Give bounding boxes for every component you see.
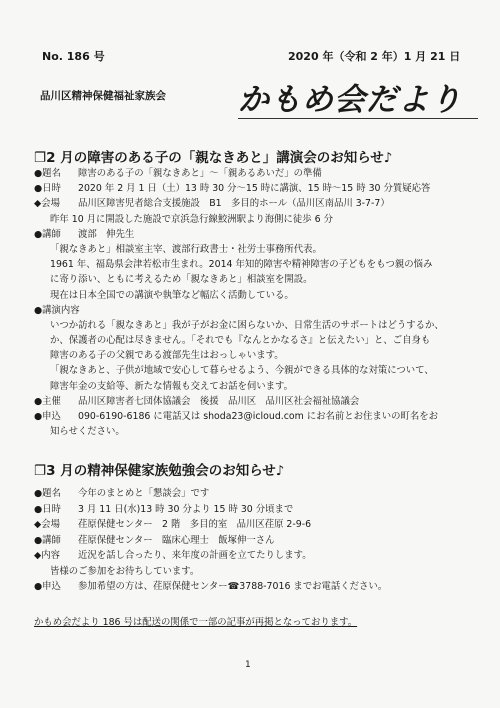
line-text: いつか訪れる「親なきあと」我が子がお金に困らないか、日常生活のサポートはどうするか、 <box>50 319 444 331</box>
body-line <box>34 227 444 242</box>
line-text: 今年のまとめと「懇談会」です <box>78 488 210 499</box>
masthead-underline <box>238 118 478 119</box>
line-label: ●申込 <box>34 411 61 422</box>
body-line <box>34 242 444 257</box>
line-text: 近況を話し合ったり、来年度の計画を立てたりします。 <box>78 550 312 561</box>
line-text: 3 月 11 日(水)13 時 30 分より 15 時 30 分頃まで <box>78 503 294 515</box>
body-line <box>34 409 444 424</box>
body-line <box>34 196 444 211</box>
line-text: に寄り添い、ともに考えるため「親なきあと」相談室を開設。 <box>50 274 313 286</box>
body-line <box>34 288 444 303</box>
organization-name: 品川区精神保健福祉家族会 <box>40 90 166 102</box>
line-text: 「親なきあと」相談室主宰、渡部行政書士・社労士事務所代表。 <box>50 243 322 255</box>
line-text: 障害のある子の「親なきあと」～「親あるあいだ」の準備 <box>78 168 322 179</box>
body-line <box>34 363 444 378</box>
body-line <box>34 379 444 394</box>
body-line <box>34 181 444 196</box>
body-line <box>34 517 387 533</box>
section-1-title: ❐2 月の障害のある子の「親なきあと」講演会のお知らせ♪ <box>34 150 393 166</box>
line-text: 知らせください。 <box>50 426 125 438</box>
line-text: 障害年金の支給等、新たな情報も交えてお話を伺います。 <box>50 380 294 392</box>
line-text: 品川区障害者七団体協議会 後援 品川区 品川区社会福祉協議会 <box>78 395 360 407</box>
line-label: ●申込 <box>34 581 61 592</box>
issue-number: No. 186 号 <box>42 50 105 63</box>
line-label: ◆会場 <box>34 198 60 210</box>
section-1-body <box>34 166 444 439</box>
body-line <box>34 318 444 333</box>
section-2-body <box>34 486 387 595</box>
body-line <box>34 564 387 580</box>
line-label: ●講師 <box>34 534 61 546</box>
body-line <box>34 486 387 502</box>
line-label: ●題名 <box>34 168 61 179</box>
masthead-title: かもめ会だより <box>238 82 462 118</box>
line-text: 2020 年 2 月 1 日（土）13 時 30 分～15 時に講演、15 時～15 時 30 分質疑応答 <box>78 183 431 195</box>
line-label: ◆会場 <box>34 519 60 530</box>
line-text: 渡部 伸先生 <box>78 228 135 240</box>
body-line <box>34 579 387 595</box>
line-label: ●日時 <box>34 503 61 515</box>
line-text: 荏原保健センター 臨床心理士 飯塚伸一さん <box>78 534 275 546</box>
body-line <box>34 257 444 272</box>
body-line <box>34 303 444 318</box>
line-text: 障害のある子の父親である渡部先生はおっしゃいます。 <box>50 350 284 362</box>
line-text: 「親なきあと、子供が地域で安心して暮らせるよう、今親ができる具体的な対策について、 <box>50 365 434 377</box>
line-text: 品川区障害児者総合支援施設 B1 多目的ホール（品川区南品川 3-7-7） <box>78 198 390 210</box>
section-2-title: ❐3 月の精神保健家族勉強会のお知らせ♪ <box>34 463 285 479</box>
line-text: 荏原保健センター 2 階 多目的室 品川区荏原 2-9-6 <box>78 519 312 530</box>
line-label: ●主催 <box>34 395 61 407</box>
line-text: 現在は日本全国での講演や執筆など幅広く活動している。 <box>50 289 294 301</box>
line-label: ●日時 <box>34 183 61 195</box>
body-line <box>34 548 387 564</box>
body-line <box>34 212 444 227</box>
line-text: 参加希望の方は、荏原保健センター☎3788-7016 までお電話ください。 <box>78 581 388 592</box>
body-line <box>34 166 444 181</box>
line-text: 1961 年、福島県会津若松市生まれ。2014 年知的障害や精神障害の子どもをもつ親の悩み <box>50 259 433 271</box>
line-label: ●講演内容 <box>34 304 80 316</box>
line-text: 皆様のご参加をお待ちしています。 <box>50 565 200 577</box>
footnote: かもめ会だより 186 号は配送の関係で一部の記事が再掲となっております。 <box>34 617 358 628</box>
issue-date: 2020 年（令和 2 年）1 月 21 日 <box>288 50 461 63</box>
line-text: 090-6190-6186 に電話又は shoda23@icloud.com にお名前とお住まいの町名をお <box>78 411 439 422</box>
page-number: 1 <box>245 660 251 670</box>
body-line <box>34 424 444 439</box>
body-line <box>34 394 444 409</box>
body-line <box>34 348 444 363</box>
body-line <box>34 533 387 549</box>
line-label: ●講師 <box>34 228 61 240</box>
line-label: ●題名 <box>34 488 61 499</box>
body-line <box>34 502 387 518</box>
body-line <box>34 272 444 287</box>
line-text: か、保護者の心配は尽きません。「それでも『なんとかなるさ』と伝えたい」と、ご自身も <box>50 335 431 347</box>
line-text: 昨年 10 月に開設した施設で京浜急行線鮫洲駅より海側に徒歩 6 分 <box>50 213 333 225</box>
line-label: ◆内容 <box>34 550 60 561</box>
body-line <box>34 333 444 348</box>
